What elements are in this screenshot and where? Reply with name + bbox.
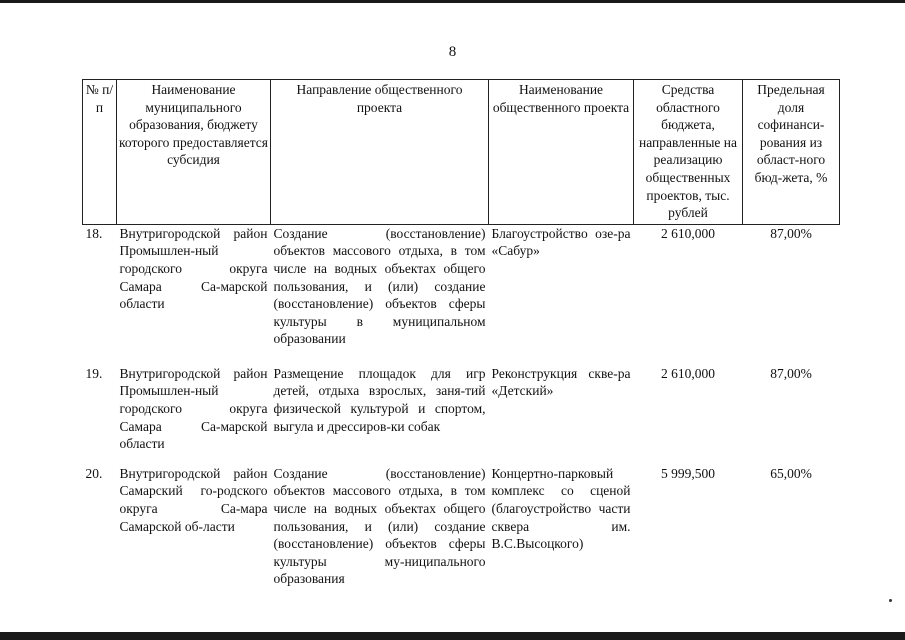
table-header-row	[83, 80, 840, 225]
direction-cell: Создание (восстановление) объектов массового отдыха, в том числе на водных объектах общего пользования, и (или) создание (восстановление) объектов сферы культуры му-ниципального образования	[273, 465, 486, 587]
municipality-cell: Внутригородской район Промышлен-ный городского округа Самара Са-марской области	[119, 365, 268, 452]
share-cell: 87,00%	[770, 365, 812, 381]
table-row	[83, 365, 840, 465]
row-number: 18.	[85, 225, 103, 241]
municipality-cell: Внутригородской район Промышлен-ный городского округа Самара Са-марской области	[119, 225, 268, 312]
amount-cell: 5 999,500	[661, 465, 715, 481]
subsidy-table	[82, 79, 840, 588]
share-cell: 87,00%	[770, 225, 812, 241]
project-cell: Концертно-парковый комплекс со сценой (благоустройство части сквера им. В.С.Высоцкого)	[491, 465, 631, 552]
header-number: № п/п	[83, 80, 117, 225]
header-cofinancing-share: Предельная доля софинанси-рования из област-ного бюд-жета, %	[743, 80, 840, 225]
table-row	[83, 224, 840, 365]
direction-cell: Размещение площадок для игр детей, отдыха взрослых, заня-тий физической культурой и спортом, выгула и дрессиров-ки собак	[273, 365, 486, 434]
amount-cell: 2 610,000	[661, 225, 715, 241]
direction-cell: Создание (восстановление) объектов массового отдыха, в том числе на водных объектах общего пользования, и (или) создание (восстановление) объектов сферы культуры в муниципальном образовании	[273, 225, 486, 347]
page-number: 8	[448, 44, 457, 60]
scan-speck	[889, 599, 892, 602]
row-number: 20.	[85, 465, 103, 481]
row-number: 19.	[85, 365, 103, 381]
scan-top-edge	[0, 0, 905, 3]
header-budget-amount: Средства областного бюджета, направленные на реализацию общественных проектов, тыс. рублей	[634, 80, 743, 225]
table-row	[83, 465, 840, 588]
share-cell: 65,00%	[770, 465, 812, 481]
project-cell: Реконструкция скве-ра «Детский»	[491, 365, 631, 399]
header-direction: Направление общественного проекта	[271, 80, 489, 225]
header-municipality: Наименование муниципального образования, бюджету которого предоставляется субсидия	[117, 80, 271, 225]
amount-cell: 2 610,000	[661, 365, 715, 381]
header-project-name: Наименование общественного проекта	[489, 80, 634, 225]
municipality-cell: Внутригородской район Самарский го-родского округа Са-мара Самарской об-ласти	[119, 465, 268, 534]
scan-bottom-edge	[0, 632, 905, 640]
project-cell: Благоустройство озе-ра «Сабур»	[491, 225, 631, 259]
